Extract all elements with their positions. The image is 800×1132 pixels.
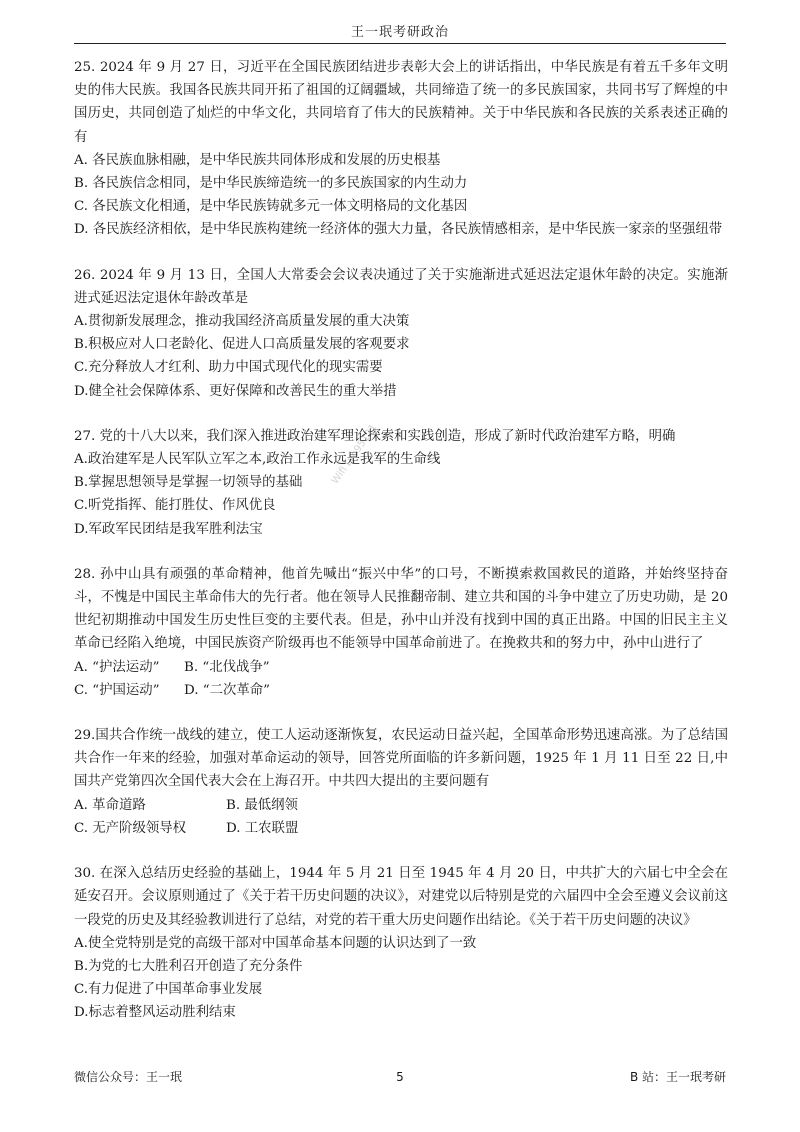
option-d: D.军政军民团结是我军胜利法宝	[74, 521, 263, 537]
question-26	[74, 264, 728, 403]
question-stem: 25. 2024 年 9 月 27 日，习近平在全国民族团结进步表彰大会上的讲话指出，中华民族是有着五千多年文明史的伟大民族。我国各民族共同开拓了祖国的辽阔疆域，共同缔造了统一的多民族国家，共同书写了辉煌的中国历史，共同创造了灿烂的中华文化，共同培育了伟大的民族精神。关于中华民族和各民族的关系表述正确的有	[74, 60, 728, 145]
option-b: B.积极应对人口老龄化、促进人口高质量发展的客观要求	[74, 337, 410, 353]
option-a: A.政治建军是人民军队立军之本,政治工作永远是我军的生命线	[74, 452, 441, 468]
page-number: 5	[396, 1069, 404, 1084]
option-c: C.充分释放人才红利、助力中国式现代化的现实需要	[74, 360, 383, 376]
option-c: C.有力促进了中国革命事业发展	[74, 982, 263, 998]
option-b: B.掌握思想领导是掌握一切领导的基础	[74, 475, 303, 491]
question-28	[74, 563, 728, 702]
option-d: D. 各民族经济相依，是中华民族构建统一经济体的强大力量，各民族情感相亲，是中华民族一家亲的坚强纽带	[74, 222, 723, 238]
question-list	[74, 56, 728, 1047]
header-title: 王一珉考研政治	[350, 25, 449, 40]
option-b: B. “北伐战争”	[184, 659, 270, 675]
option-b: B. 各民族信念相同，是中华民族缔造统一的多民族国家的内生动力	[74, 176, 468, 192]
option-a: A.使全党特别是党的高级干部对中国革命基本问题的认识达到了一致	[74, 935, 477, 951]
option-a: A. 革命道路	[74, 797, 146, 813]
question-stem: 26. 2024 年 9 月 13 日，全国人大常委会会议表决通过了关于实施渐进式延迟法定退休年龄的决定。实施渐进式延迟法定退休年龄改革是	[74, 267, 728, 306]
question-stem: 29.国共合作统一战线的建立，使工人运动逐渐恢复，农民运动日益兴起，全国革命形势迅速高涨。为了总结国共合作一年来的经验，加强对革命运动的领导，回答党所面临的许多新问题，1925 年 1 月 11 日至 22 日,中国共产党第四次全国代表大会在上海召开。中共四大提出的主要问题有	[74, 728, 728, 790]
option-b: B.为党的七大胜利召开创造了充分条件	[74, 958, 303, 974]
question-stem: 30. 在深入总结历史经验的基础上，1944 年 5 月 21 日至 1945 年 4 月 20 日，中共扩大的六届七中全会在延安召开。会议原则通过了《关于若干历史问题的决议》，对建党以后特别是党的六届四中全会至遵义会议前这一段党的历史及其经验教训进行了总结，对党的若干重大历史问题作出结论。《关于若干历史问题的决议》	[74, 866, 728, 928]
option-d: D.健全社会保障体系、更好保障和改善民生的重大举措	[74, 383, 397, 399]
option-row	[74, 794, 728, 817]
question-27	[74, 425, 728, 541]
option-c: C. 无产阶级领导权	[74, 820, 187, 836]
question-30	[74, 862, 728, 1024]
option-c: C.听党指挥、能打胜仗、作风优良	[74, 498, 276, 514]
option-d: D.标志着整风运动胜利结束	[74, 1005, 236, 1021]
footer-wechat: 微信公众号：王一珉	[74, 1070, 183, 1084]
question-25	[74, 56, 728, 242]
option-row	[74, 817, 728, 840]
option-c: C. “护国运动”	[74, 682, 160, 698]
option-a: A.贯彻新发展理念，推动我国经济高质量发展的重大决策	[74, 314, 410, 330]
option-row	[74, 679, 728, 702]
footer-bilibili: B 站：王一珉考研	[629, 1070, 726, 1084]
page-header	[74, 6, 726, 44]
question-stem: 27. 党的十八大以来，我们深入推进政治建军理论探索和实践创造，形成了新时代政治建军方略，明确	[74, 428, 676, 444]
option-a: A. “护法运动”	[74, 659, 160, 675]
page-footer	[74, 1068, 726, 1085]
option-a: A. 各民族血脉相融，是中华民族共同体形成和发展的历史根基	[74, 152, 441, 168]
question-stem: 28. 孙中山具有顽强的革命精神，他首先喊出“振兴中华”的口号，不断摸索救国救民的道路，并始终坚持奋斗，不愧是中国民主革命伟大的先行者。他在领导人民推翻帝制、建立共和国的斗争中建立了历史功勋，是 20 世纪初期推动中国发生历史性巨变的主要代表。但是，孙中山并没有找到中国的真正出路。中国的旧民主主义革命已经陷入绝境，中国民族资产阶级再也不能领导中国革命前进了。在挽救共和的努力中，孙中山进行了	[74, 566, 728, 652]
option-c: C. 各民族文化相通，是中华民族铸就多元一体文明格局的文化基因	[74, 199, 468, 215]
watermark: Wifi Lyo95121	[330, 422, 380, 487]
option-d: D. “二次革命”	[184, 682, 271, 698]
option-d: D. 工农联盟	[226, 820, 299, 836]
question-29	[74, 724, 728, 840]
option-b: B. 最低纲领	[226, 797, 298, 813]
option-row	[74, 656, 728, 679]
